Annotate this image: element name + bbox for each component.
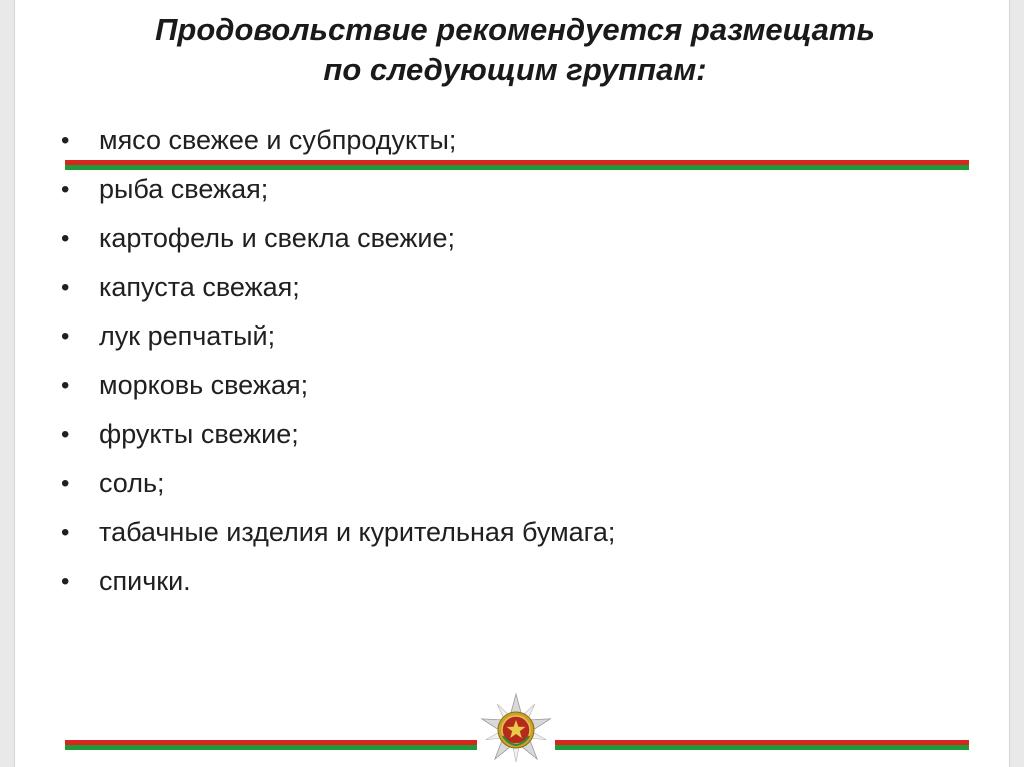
list-item bbox=[57, 459, 615, 508]
military-star-emblem-icon bbox=[477, 690, 555, 767]
list-item bbox=[57, 410, 615, 459]
bullet-icon: • bbox=[61, 127, 70, 154]
list-item bbox=[57, 361, 615, 410]
list-item-text: фрукты свежие; bbox=[99, 419, 299, 449]
list-item-text: табачные изделия и курительная бумага; bbox=[99, 517, 616, 547]
list-item-text: морковь свежая; bbox=[99, 370, 309, 400]
list-item bbox=[57, 508, 615, 557]
list-item bbox=[57, 116, 615, 165]
list-item bbox=[57, 165, 615, 214]
list-item bbox=[57, 312, 615, 361]
bullet-icon: • bbox=[61, 470, 70, 497]
bullet-icon: • bbox=[61, 519, 70, 546]
food-groups-list bbox=[57, 116, 615, 606]
list-item-text: спички. bbox=[99, 566, 191, 596]
bullet-icon: • bbox=[61, 323, 70, 350]
slide-title-line-2: по следующим группам: bbox=[323, 52, 707, 87]
bullet-icon: • bbox=[61, 225, 70, 252]
slide-title-line-1: Продовольствие рекомендуется размещать bbox=[155, 12, 875, 47]
slide bbox=[14, 0, 1010, 767]
list-item-text: рыба свежая; bbox=[99, 174, 269, 204]
list-item-text: картофель и свекла свежие; bbox=[99, 223, 456, 253]
bullet-icon: • bbox=[61, 176, 70, 203]
list-item bbox=[57, 263, 615, 312]
list-item bbox=[57, 214, 615, 263]
bullet-icon: • bbox=[61, 421, 70, 448]
list-item-text: соль; bbox=[99, 468, 165, 498]
bullet-icon: • bbox=[61, 372, 70, 399]
bullet-icon: • bbox=[61, 568, 70, 595]
slide-title bbox=[75, 10, 955, 90]
list-item-text: лук репчатый; bbox=[99, 321, 276, 351]
list-item-text: мясо свежее и субпродукты; bbox=[99, 125, 457, 155]
list-item bbox=[57, 557, 615, 606]
list-item-text: капуста свежая; bbox=[99, 272, 300, 302]
bullet-icon: • bbox=[61, 274, 70, 301]
